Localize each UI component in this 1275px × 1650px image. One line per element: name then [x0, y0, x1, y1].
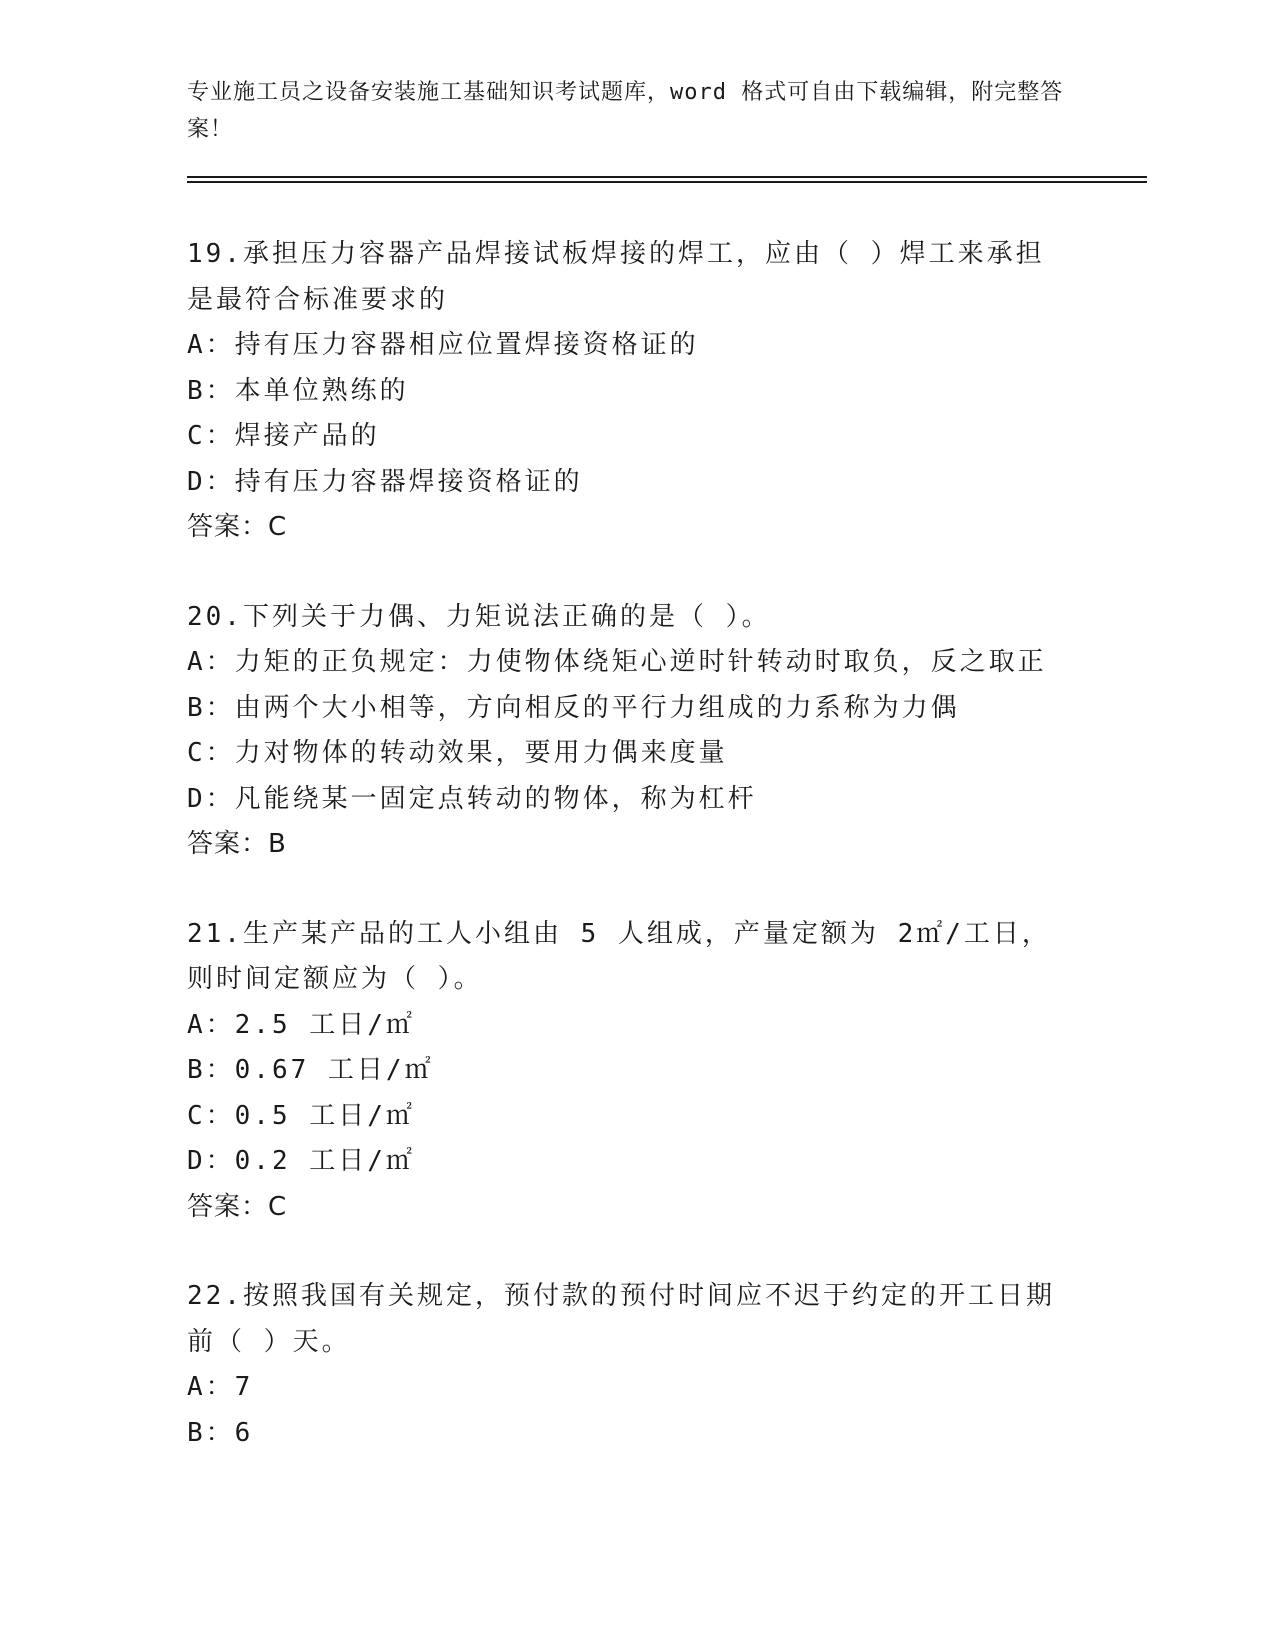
question-stem: 21.生产某产品的工人小组由 5 人组成，产量定额为 2㎡/工日，则时间定额应为（ ）。 — [187, 918, 1051, 994]
document-page — [187, 0, 1147, 1650]
option-d: D：凡能绕某一固定点转动的物体，称为杠杆 — [187, 783, 757, 814]
option-b: B：6 — [187, 1417, 254, 1448]
option-d: D：0.2 工日/㎡ — [187, 1146, 415, 1176]
option-c: C：力对物体的转动效果，要用力偶来度量 — [187, 738, 728, 768]
option-a: A：力矩的正负规定：力使物体绕矩心逆时针转动时取负，反之取正 — [187, 647, 1047, 677]
question-stem: 19.承担压力容器产品焊接试板焊接的焊工，应由（ ）焊工来承担是最符合标准要求的 — [187, 239, 1045, 315]
document-intro: 专业施工员之设备安装施工基础知识考试题库，word 格式可自由下载编辑，附完整答案！ — [187, 80, 1064, 142]
question-20 — [187, 595, 1067, 868]
option-b: B：本单位熟练的 — [187, 375, 409, 406]
option-b: B：由两个大小相等，方向相反的平行力组成的力系称为力偶 — [187, 692, 960, 723]
header-divider-bottom — [187, 181, 1147, 183]
question-stem: 22.按照我国有关规定，预付款的预付时间应不迟于约定的开工日期前（ ）天。 — [187, 1281, 1055, 1357]
question-21 — [187, 912, 1067, 1231]
answer-label: 答案：C — [187, 1191, 288, 1222]
question-stem: 20.下列关于力偶、力矩说法正确的是（ ）。 — [187, 601, 771, 632]
option-a: A：2.5 工日/㎡ — [187, 1009, 415, 1040]
option-b: B：0.67 工日/㎡ — [187, 1055, 434, 1085]
answer-label: 答案：B — [187, 829, 287, 859]
option-a: A：7 — [187, 1372, 254, 1402]
question-22 — [187, 1274, 1067, 1456]
option-c: C：0.5 工日/㎡ — [187, 1100, 415, 1131]
question-list — [187, 232, 1067, 1500]
option-a: A：持有压力容器相应位置焊接资格证的 — [187, 330, 699, 360]
option-d: D：持有压力容器焊接资格证的 — [187, 466, 583, 497]
option-c: C：焊接产品的 — [187, 421, 380, 451]
answer-label: 答案：C — [187, 512, 288, 542]
question-19 — [187, 232, 1067, 551]
header-divider-top — [187, 176, 1147, 178]
